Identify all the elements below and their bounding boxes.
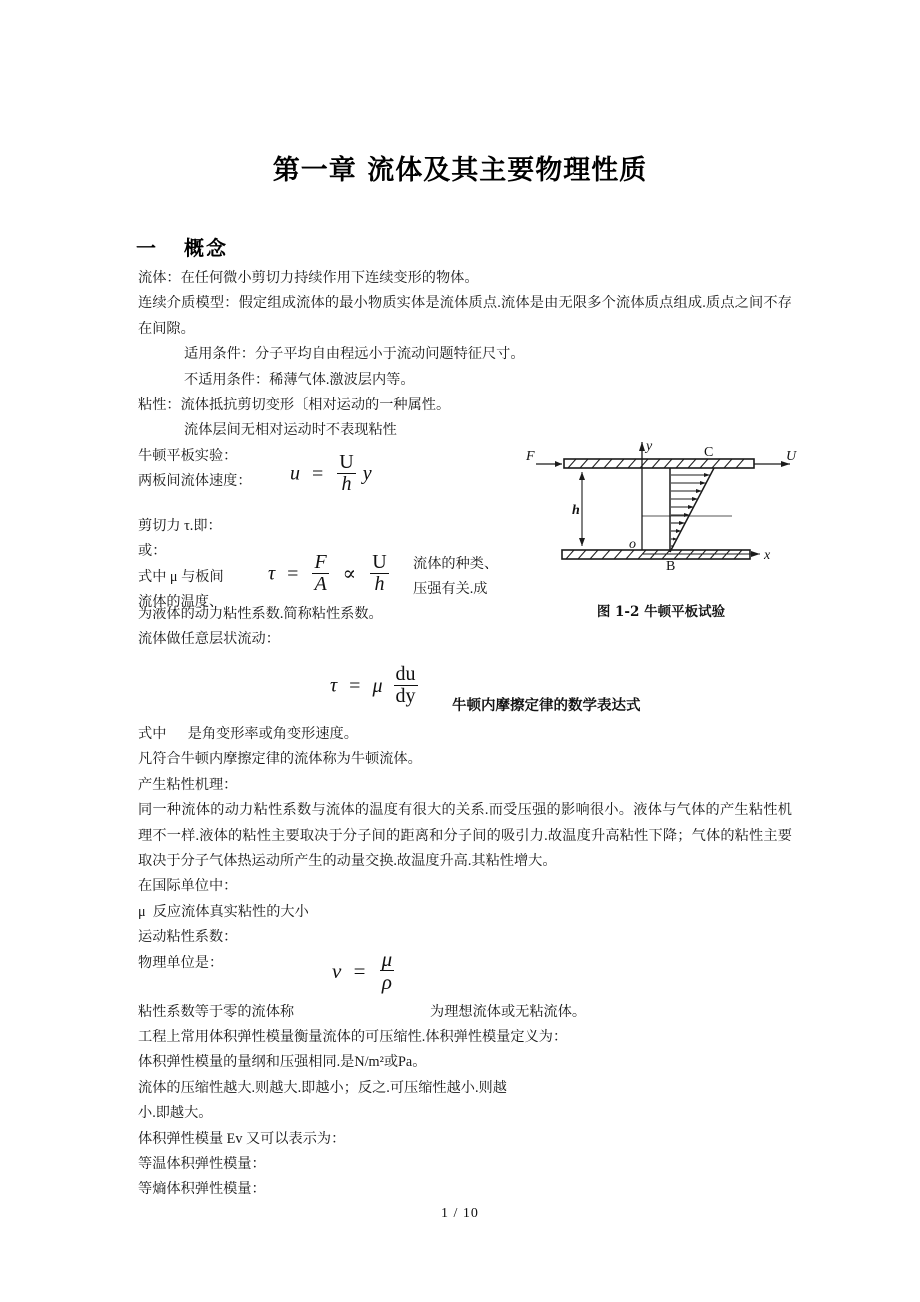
figure-label-height: h: [572, 503, 580, 518]
paragraph-inapplicable-condition: 不适用条件：稀薄气体.激波层内等。: [184, 371, 415, 388]
paragraph-or: 或：: [138, 543, 167, 560]
paragraph-ideal-fluid-right: 为理想流体或无粘流体。: [430, 1004, 587, 1020]
paragraph-velocity-between-plates: 两板间流体速度：: [138, 473, 252, 490]
formula-shear-proportional: τ = $\frac{F}{A}$ ∝ $\frac{U}{h}$: [268, 551, 387, 595]
page-footer: 1 / 10: [441, 1206, 479, 1221]
figure-newton-plate: [522, 432, 800, 614]
paragraph-fluid-temperature: 流体的温度、: [138, 594, 224, 611]
paragraph-physical-units: 物理单位是：: [138, 954, 224, 971]
paragraph-compressibility: 流体的压缩性越大.则越大.即越小；反之.可压缩性越小.则越: [138, 1079, 507, 1096]
paragraph-shear-force: 剪切力 τ.即：: [138, 518, 222, 534]
formula-velocity-profile: u = $\frac{U}{h}$ y: [290, 451, 372, 495]
figure-label-axis-x: x: [764, 548, 771, 563]
intro-block: [138, 266, 792, 444]
figure-label-origin: o: [629, 537, 636, 552]
paragraph-isothermal-bulk-modulus: 等温体积弹性模量：: [138, 1156, 266, 1173]
paragraph-viscosity-mechanism-body: 同一种流体的动力粘性系数与流体的温度有很大的关系.而受压强的影响很小。液体与气体的产生粘性机理不一样.液体的粘性主要取决于分子间的距离和分子间的吸引力.故温度升高粘性下降；气体的粘性主要取决于分子气体热运动所产生的动量交换.故温度升高.其粘性增大。: [138, 802, 792, 870]
viscosity-mechanism-block: [138, 722, 792, 976]
paragraph-ideal-fluid-left: 粘性系数等于零的流体称: [138, 1004, 295, 1020]
section-heading: [136, 232, 228, 261]
figure-svg: [522, 432, 800, 614]
paragraph-dynamic-viscosity-coefficient: 为液体的动力粘性系数.简称粘性系数。: [138, 606, 383, 622]
section-number: 一: [136, 238, 158, 260]
figure-label-point-c: C: [704, 445, 714, 460]
paragraph-newton-plate-experiment: 牛顿平板实验：: [138, 448, 238, 464]
fraction-U-over-h-2: $\frac{U}{h}$: [372, 551, 387, 595]
paragraph-no-relative-motion: 流体层间无相对运动时不表现粘性: [184, 422, 397, 439]
paragraph-pressure-related: 压强有关.成: [413, 581, 488, 597]
paragraph-kinematic-viscosity-heading: 运动粘性系数：: [138, 929, 238, 946]
paragraph-fluid-definition: 流体：在任何微小剪切力持续作用下连续变形的物体。: [138, 270, 479, 286]
fraction-U-over-h: $\frac{U}{h}$: [339, 451, 354, 495]
figure-label-force: F: [526, 449, 535, 464]
paragraph-isentropic-bulk-modulus: 等熵体积弹性模量：: [138, 1181, 266, 1198]
paragraph-mu-and-plate: 式中 μ 与板间: [138, 568, 224, 585]
fraction-du-over-dy: $\frac{du}{dy}$: [395, 663, 416, 707]
paragraph-bulk-modulus-units: 体积弹性模量的量纲和压强相同.是N/m²或Pa。: [138, 1054, 427, 1071]
paragraph-fluid-kind: 流体的种类、: [413, 556, 499, 572]
label-newton-law-caption: 牛顿内摩擦定律的数学表达式: [452, 698, 641, 714]
figure-label-velocity: U: [786, 449, 797, 464]
figure-label-axis-y: y: [646, 439, 653, 454]
paragraph-applicable-condition: 适用条件：分子平均自由程远小于流动问题特征尺寸。: [184, 346, 525, 363]
figure-caption: 图 1-2 牛顿平板试验: [596, 604, 726, 620]
paragraph-newtonian-fluid: 凡符合牛顿内摩擦定律的流体称为牛顿流体。: [138, 751, 422, 768]
paragraph-bulk-modulus-definition: 工程上常用体积弹性模量衡量流体的可压缩性.体积弹性模量定义为：: [138, 1029, 568, 1045]
paragraph-arbitrary-layer-flow: 流体做任意层状流动：: [138, 631, 280, 648]
paragraph-viscosity-mechanism-heading: 产生粘性机理：: [138, 776, 238, 793]
paragraph-compressibility-2: 小.即越大。: [138, 1105, 213, 1122]
page-title: 第一章 流体及其主要物理性质: [272, 155, 648, 186]
paragraph-shear-rate-note: 式中 是角变形率或角变形速度。: [138, 726, 358, 742]
paragraph-si-units: 在国际单位中：: [138, 878, 238, 895]
formula-newton-viscosity-law: τ = μ $\frac{du}{dy}$: [330, 663, 416, 707]
paragraph-mu-meaning: μ 反应流体真实粘性的大小: [138, 903, 309, 920]
fraction-F-over-A: $\frac{F}{A}$: [314, 551, 327, 595]
section-label: 概念: [184, 238, 228, 260]
fraction-mu-over-rho: $\frac{\mu}{\rho}$: [381, 947, 393, 995]
bulk-modulus-block: [138, 1025, 792, 1203]
paragraph-continuum-model: 连续介质模型：假定组成流体的最小物质实体是流体质点.流体是由无限多个流体质点组成.质点之间不存在间隙。: [138, 295, 792, 337]
paragraph-viscosity-definition: 粘性：流体抵抗剪切变形〔相对运动的一种属性。: [138, 397, 451, 414]
paragraph-bulk-modulus-expression: 体积弹性模量 Ev 又可以表示为：: [138, 1130, 346, 1147]
formula-kinematic-viscosity: ν = $\frac{\mu}{\rho}$: [332, 947, 393, 995]
figure-label-point-b: B: [666, 559, 676, 574]
